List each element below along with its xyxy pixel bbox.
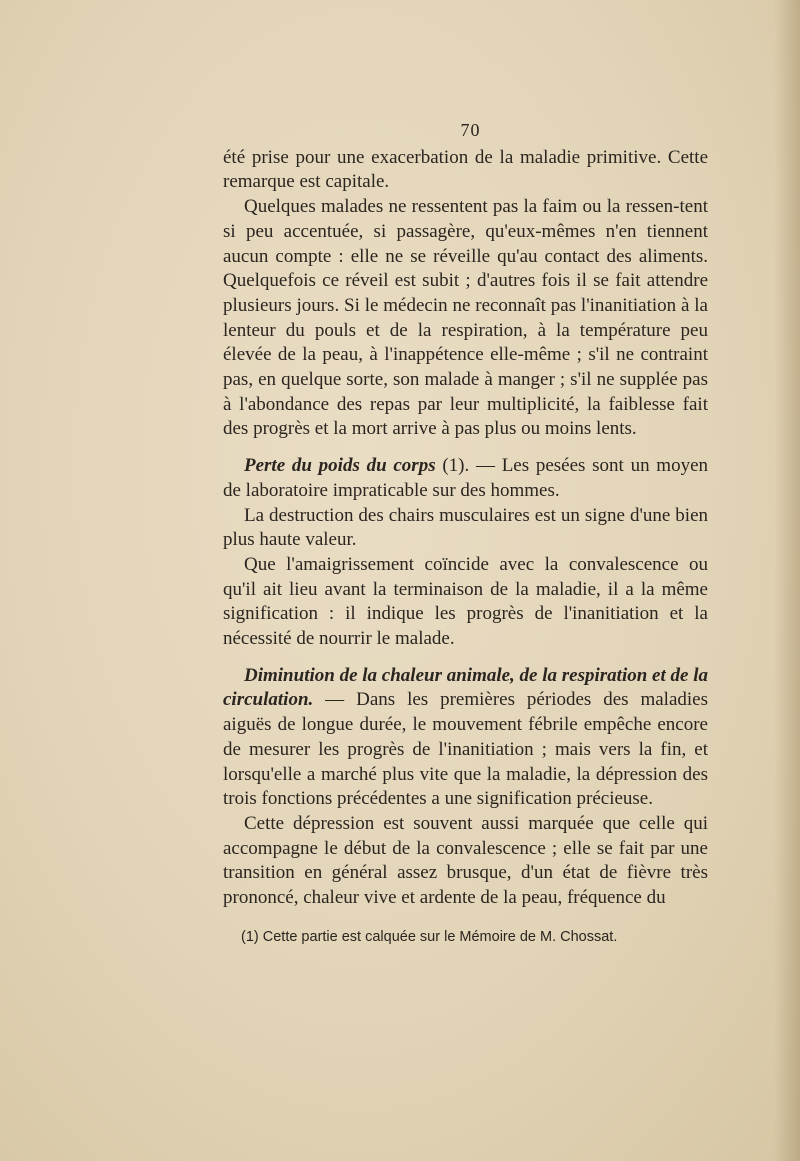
section-heading-poids: Perte du poids du corps: [244, 455, 436, 477]
paragraph-2: Quelques malades ne ressentent pas la faim ou la ressen-tent si peu accentuée, si passagère, qu'eux-mêmes n'en tiennent aucun compte : elle ne se réveille qu'au contact des aliments. Quelquefois ce réveil est subit ; d'autres fois il se fait attendre plusieurs jours. Si le médecin ne reconnaît pas l'inanitiation à la lenteur du pouls et de la respiration, à la température peu élevée de la peau, à l'inappétence elle-même ; s'il ne contraint pas, en quelque sorte, son malade à manger ; s'il ne supplée pas à l'abondance des repas par leur multiplicité, la faiblesse fait des progrès et la mort arrive à pas plus ou moins lents.: [223, 196, 708, 440]
paragraph-5: Cette dépression est souvent aussi marquée que celle qui accompagne le début de la convalescence ; elle se fait par une transition en général assez brusque, d'un état de fièvre très prononcé, chaleur vive et ardente de la peau, fréquence du: [223, 812, 708, 909]
section-chaleur-dash: —: [313, 689, 357, 711]
page-number: 70: [460, 120, 481, 140]
section-chaleur-paragraph: [223, 664, 708, 812]
section-poids-paragraph: [223, 454, 708, 503]
paragraph-4: Que l'amaigrissement coïncide avec la convalescence ou qu'il ait lieu avant la terminaison de la maladie, il a la même signification : il indique les progrès de l'inanitiation et la nécessité de nourrir le malade.: [223, 553, 708, 650]
paragraph-1: été prise pour une exacerbation de la maladie primitive. Cette remarque est capitale.: [223, 146, 708, 193]
paragraph-3: La destruction des chairs musculaires est un signe d'une bien plus haute valeur.: [223, 504, 708, 551]
section-chaleur-text: Dans les premières périodes des maladies aiguës de longue durée, le mouvement fébrile empêche encore de mesurer les progrès de l'inanitiation ; mais vers la fin, et lorsqu'elle a marché plus vite que la maladie, la dépression des trois fonctions précédentes a une signification précieuse.: [223, 689, 708, 810]
footnote: (1) Cette partie est calquée sur le Mémoire de M. Chossat.: [241, 929, 618, 945]
page-edge-shadow: [774, 0, 800, 1161]
section-poids-text: Les pesées sont un moyen de laboratoire impraticable sur des hommes.: [223, 455, 709, 501]
section-heading-chaleur: Diminution de la chaleur animale, de la respiration et de la circulation.: [223, 664, 708, 711]
page-body: [223, 118, 708, 911]
footnote-reference: (1). —: [435, 455, 502, 477]
